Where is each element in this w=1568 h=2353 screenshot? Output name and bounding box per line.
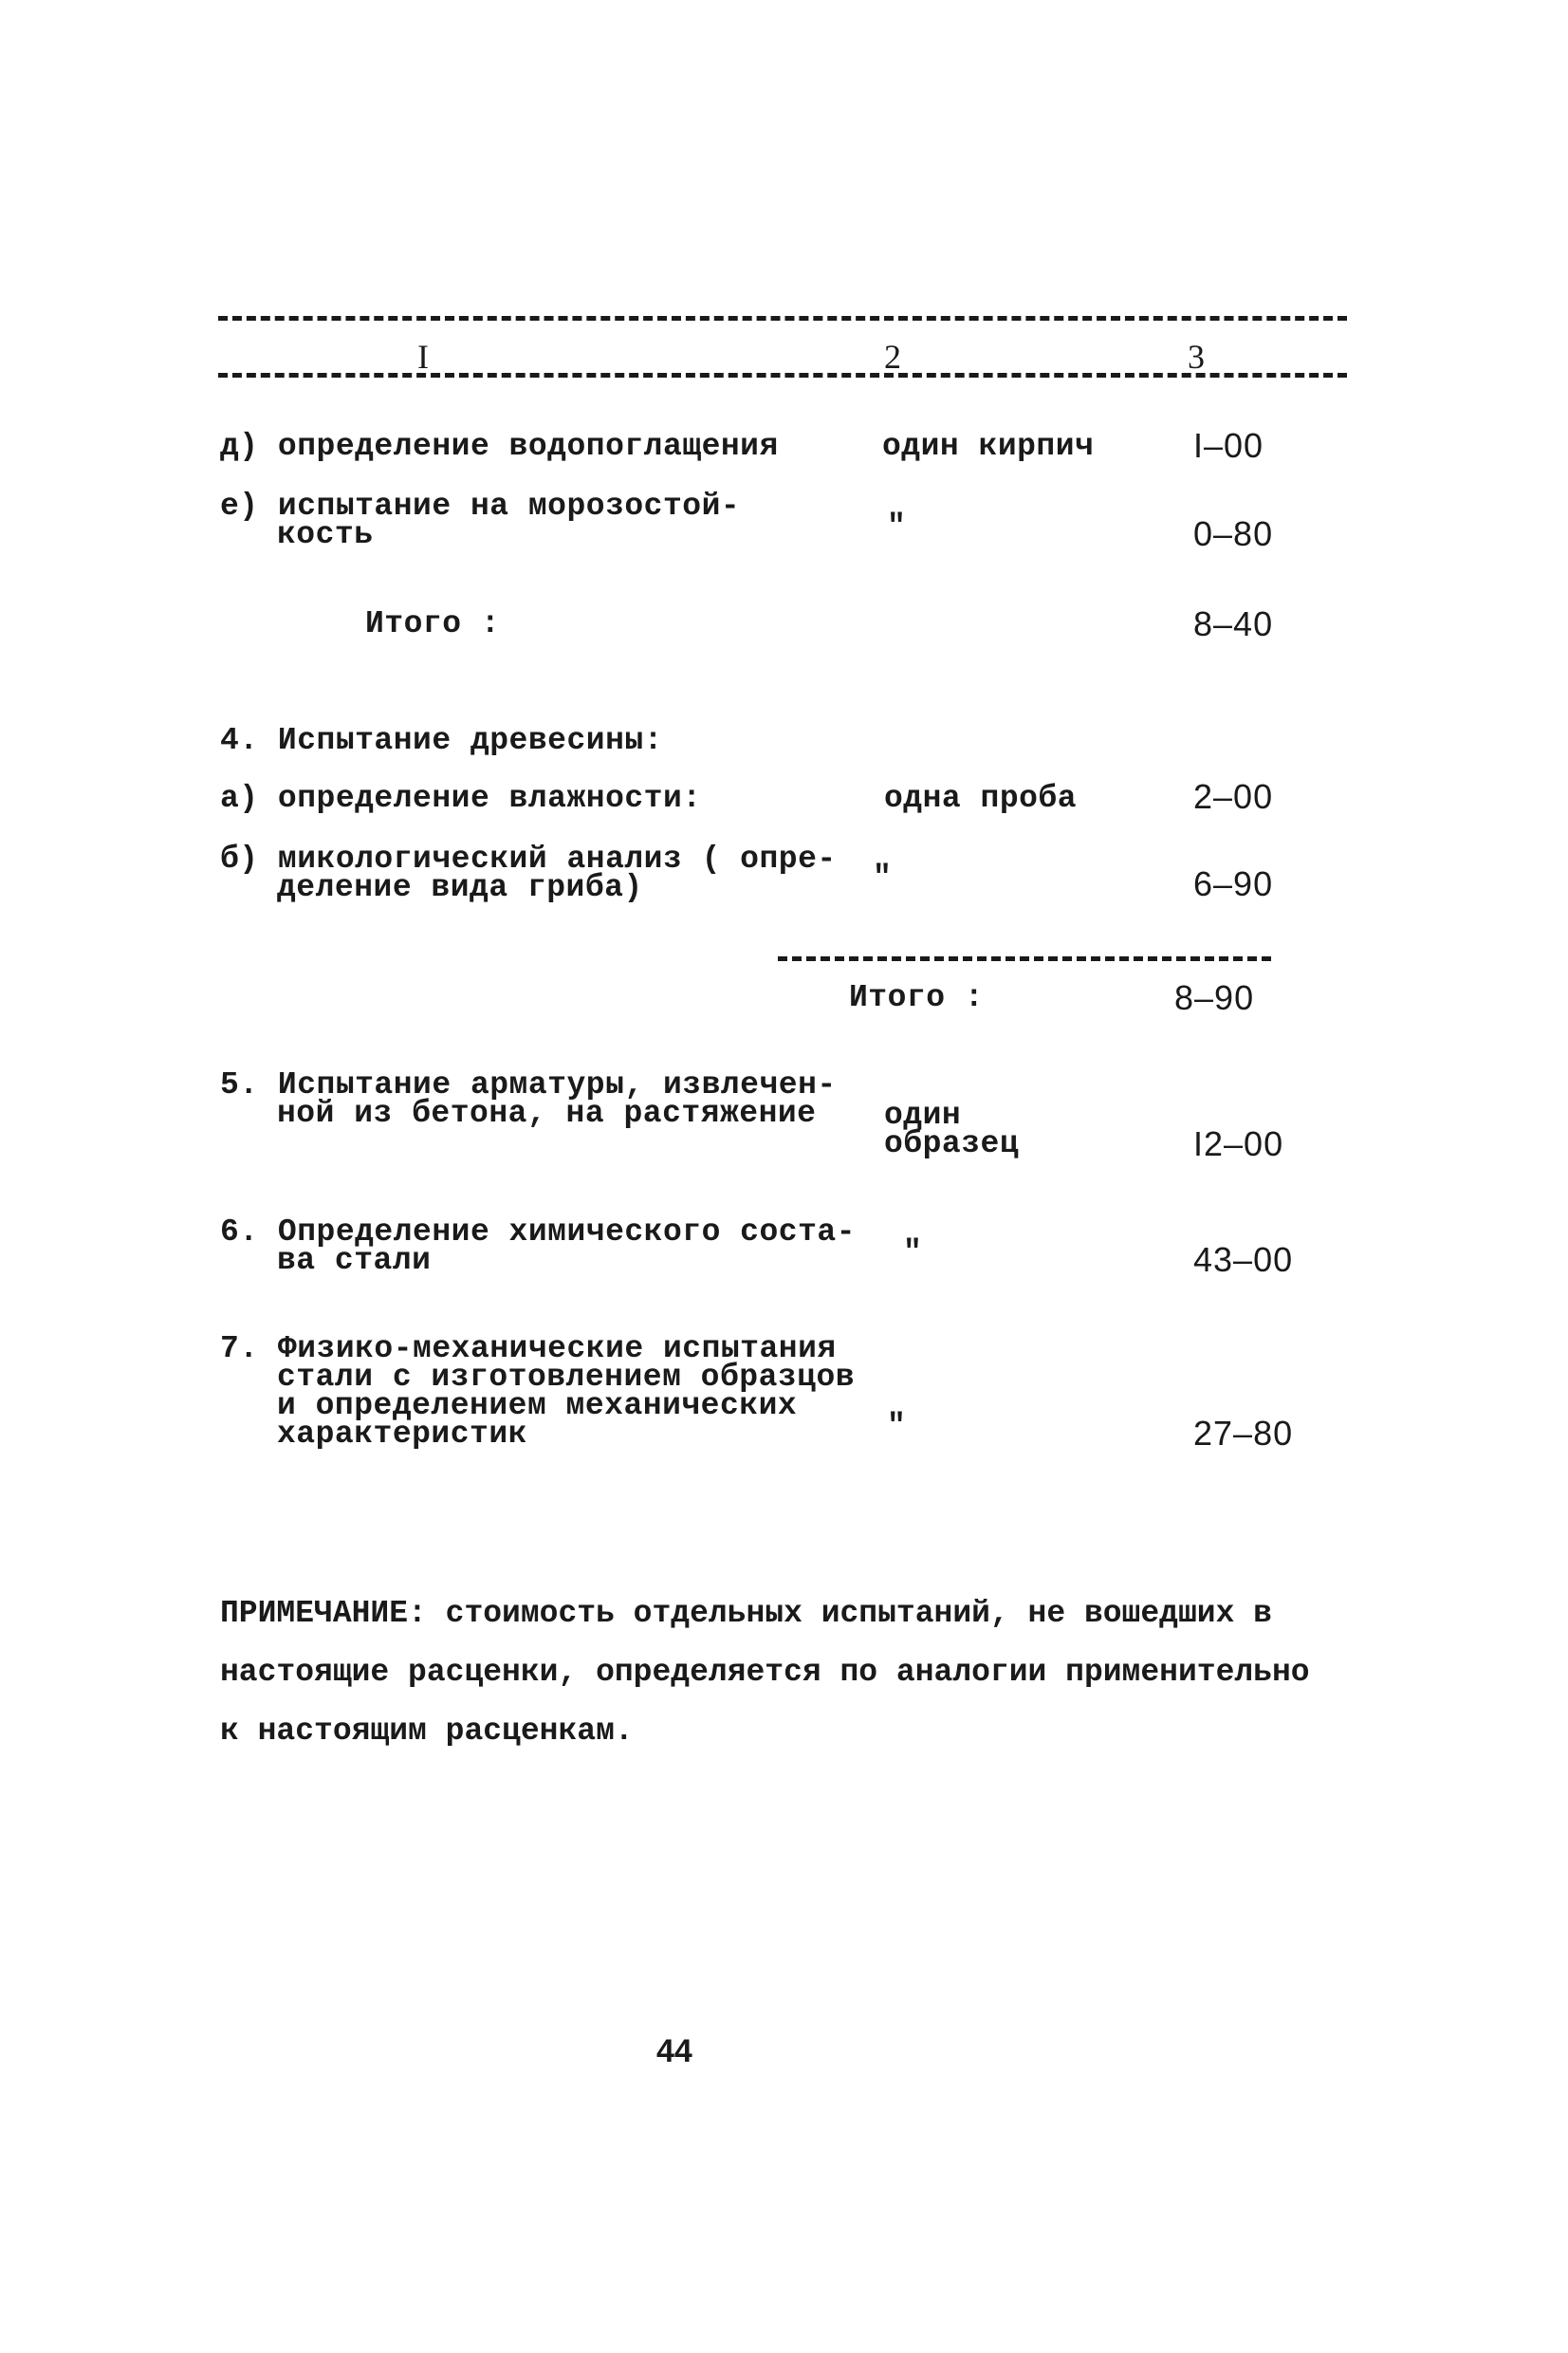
row-e-price: 0–80 [1193,514,1274,553]
section-6-label-line2: ва стали [277,1243,432,1278]
section-5-unit-line2: образец [884,1126,1020,1161]
section-4-heading: 4. Испытание древесины: [220,723,663,758]
section-7-label-line4: характеристик [277,1417,527,1452]
section-5-label-line2: ной из бетона, на растяжение [277,1096,817,1131]
column-header-2: 2 [884,338,901,376]
row-b-label-line1: б) микологический анализ ( опре- [220,842,837,877]
section-5-price: I2–00 [1193,1124,1284,1163]
row-a-unit: одна проба [884,781,1078,816]
header-rule-bottom [218,373,1347,378]
column-header-3: 3 [1188,338,1205,376]
row-b-label-line2: деление вида гриба) [277,870,643,905]
note-line-2: настоящие расценки, определяется по аналогии применительно [220,1655,1310,1690]
subtotal-2-label: Итого : [849,980,985,1015]
note-line-1: ПРИМЕЧАНИЕ: стоимость отдельных испытаний, не вошедших в [220,1596,1272,1631]
header-rule-top [218,316,1347,321]
subtotal-2-rule [778,956,1271,961]
subtotal-1-price: 8–40 [1193,604,1274,643]
section-7-label-line3: и определением механических [277,1388,798,1423]
section-7-label-line2: стали с изготовлением образцов [277,1360,856,1395]
row-a-label: а) определение влажности: [220,781,702,816]
subtotal-1-label: Итого : [365,606,501,641]
row-b-price: 6–90 [1193,864,1274,903]
section-7-label-line1: 7. Физико-механические испытания [220,1331,837,1366]
column-header-1: I [417,338,429,376]
note-line-3: к настоящим расценкам. [220,1714,634,1749]
row-d-price: I–00 [1193,426,1264,465]
subtotal-2-price: 8–90 [1174,978,1255,1017]
section-7-price: 27–80 [1193,1414,1294,1453]
section-7-unit: " [887,1409,907,1444]
section-5-unit-line1: один [884,1098,962,1133]
row-d-label: д) определение водопоглащения [220,429,779,464]
page-number: 44 [656,2033,692,2069]
row-a-price: 2–00 [1193,777,1274,816]
row-e-label-line1: е) испытание на морозостой- [220,489,741,524]
section-6-unit: " [903,1235,923,1270]
section-6-price: 43–00 [1193,1240,1294,1279]
section-6-label-line1: 6. Определение химического соста- [220,1214,857,1250]
row-e-unit: " [887,510,907,545]
row-e-label-line2: кость [277,517,374,552]
row-d-unit: один кирпич [882,429,1095,464]
row-b-unit: " [873,861,893,896]
section-5-label-line1: 5. Испытание арматуры, извлечен- [220,1067,837,1102]
